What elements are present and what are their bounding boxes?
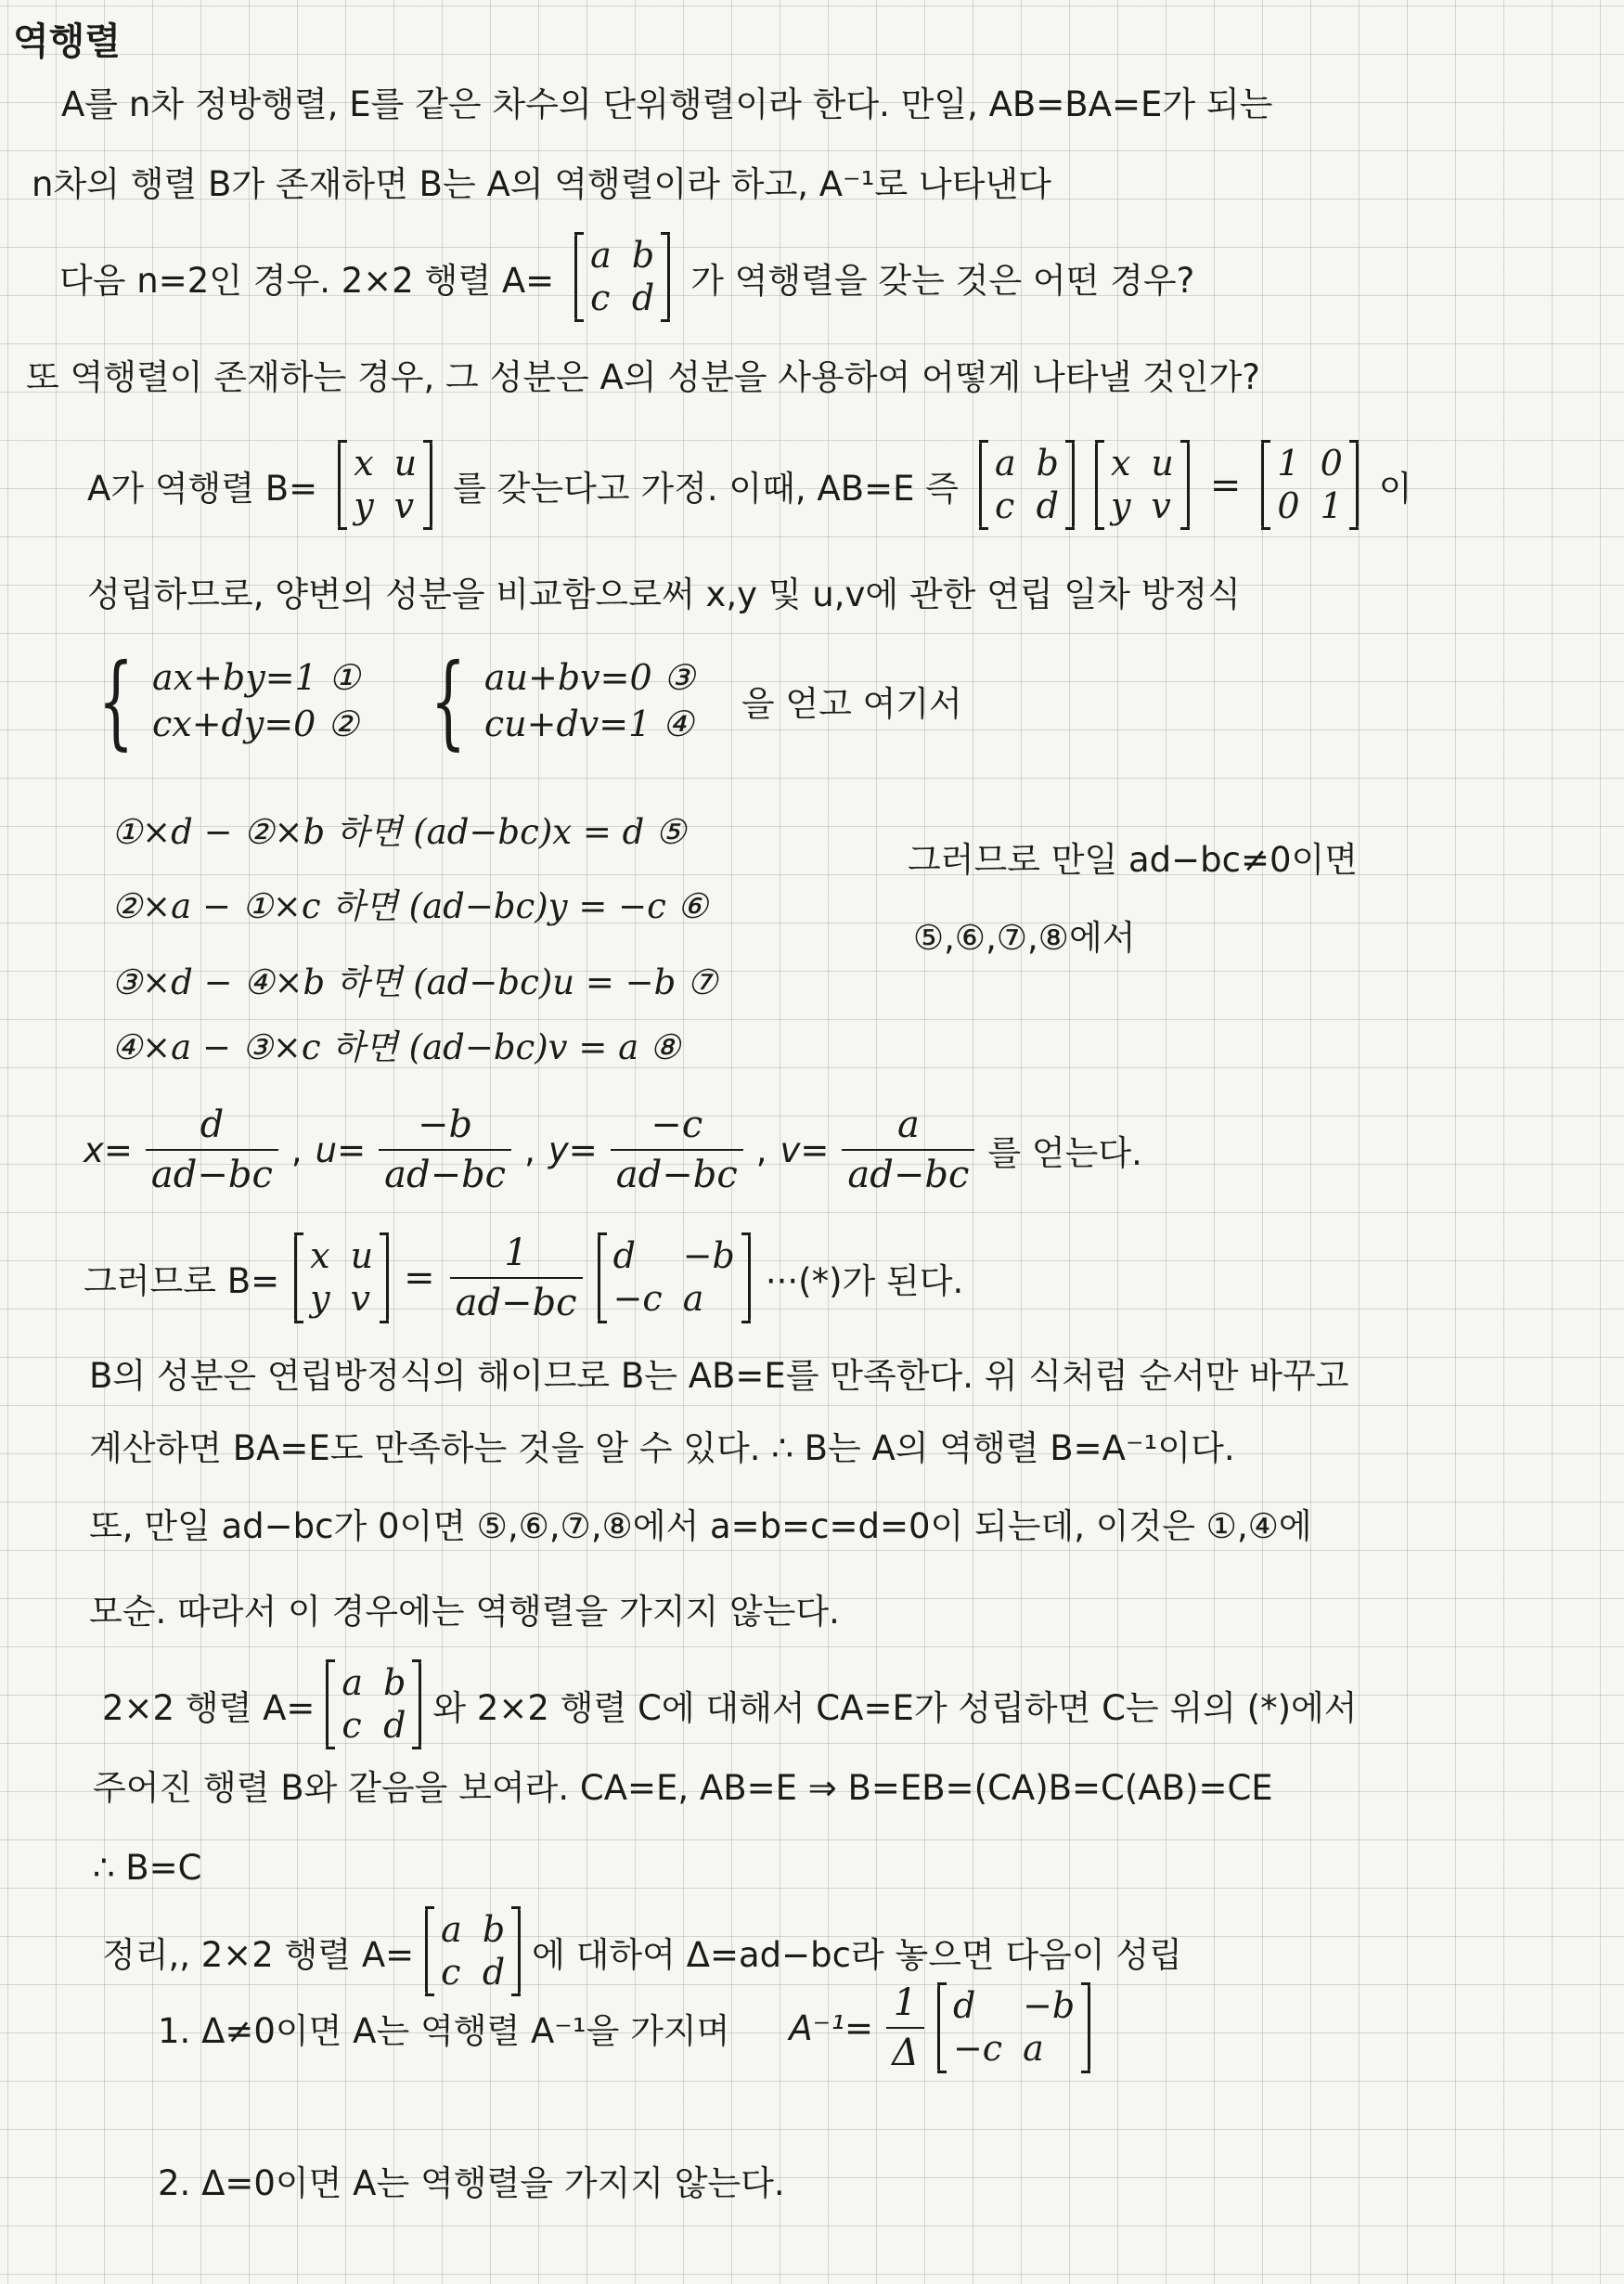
- matrix-b-cell: v: [393, 484, 415, 526]
- adjugate-cell: d: [612, 1235, 636, 1277]
- step-3: ③×d − ④×b 하면 (ad−bc)u = −b ⑦: [111, 962, 718, 1002]
- matrix-a-cell: b: [1036, 443, 1059, 484]
- x-lhs: x=: [84, 1129, 133, 1170]
- denominator: Δ: [886, 2027, 924, 2073]
- matrix-a: [574, 234, 670, 320]
- matrix-e: [1261, 442, 1358, 528]
- separator: ,: [755, 1129, 767, 1170]
- c-part: [102, 1661, 1358, 1748]
- matrix-e-cell: 0: [1277, 484, 1300, 526]
- adjugate-cell: −c: [612, 1278, 663, 1319]
- matrix-a-cell: d: [482, 1951, 506, 1993]
- para-line-2: 계산하면 BA=E도 만족하는 것을 알 수 있다. ∴ B는 A의 역행렬 B=A⁻¹이다.: [89, 1428, 1235, 1468]
- adjugate-matrix: [598, 1234, 751, 1321]
- c-part-line-3: ∴ B=C: [93, 1848, 202, 1888]
- system-after: 을 얻고 여기서: [741, 684, 962, 724]
- c-part-post: 와 2×2 행렬 C에 대해서 CA=E가 성립하면 C는 위의 (*)에서: [432, 1687, 1358, 1728]
- c-part-line-2: 주어진 행렬 B와 같음을 보여라. CA=E, AB=E ⇒ B=EB=(CA)B=C(AB)=CE: [93, 1768, 1273, 1808]
- equation-3: au+bv=0 ③: [483, 657, 695, 698]
- assumption-mid: 를 갖는다고 가정. 이때, AB=E 즉: [453, 468, 959, 509]
- compare-line: 성립하므로, 양변의 성분을 비교함으로써 x,y 및 u,v에 관한 연립 일차 방정식: [87, 574, 1241, 614]
- result-post: ···(*)가 된다.: [765, 1261, 964, 1301]
- matrix-a-cell: c: [994, 484, 1015, 526]
- result-b: [84, 1232, 963, 1323]
- numerator: a: [896, 1103, 920, 1146]
- theorem-post: 에 대하여 Δ=ad−bc라 놓으면 다음이 성립: [532, 1934, 1182, 1975]
- fraction-v: [842, 1104, 974, 1195]
- assumption: [87, 442, 1412, 528]
- inverse-cell: −c: [952, 2028, 1003, 2069]
- step-2: ②×a − ①×c 하면 (ad−bc)y = −c ⑥: [111, 886, 708, 926]
- theorem-pre: 정리,, 2×2 행렬 A=: [102, 1934, 415, 1975]
- equals-sign: =: [1209, 463, 1242, 507]
- fraction-delta: [886, 1982, 924, 2073]
- assumption-pre: A가 역행렬 B=: [87, 468, 318, 509]
- matrix-a-cell: b: [383, 1662, 406, 1703]
- matrix-b-cell: x: [310, 1235, 330, 1277]
- adjugate-cell: −b: [682, 1235, 735, 1277]
- question-2: 또 역행렬이 존재하는 경우, 그 성분은 A의 성분을 사용하여 어떻게 나타낼 것인가?: [26, 357, 1260, 397]
- matrix-a: [326, 1661, 421, 1748]
- u-lhs: u=: [315, 1129, 367, 1170]
- matrix-b-cell: u: [350, 1235, 374, 1277]
- para-line-3: 또, 만일 ad−bc가 0이면 ⑤,⑥,⑦,⑧에서 a=b=c=d=0이 되는데, 이것은 ①,④에: [89, 1506, 1312, 1546]
- result-pre: 그러므로 B=: [84, 1261, 280, 1301]
- assumption-post: 이: [1378, 468, 1412, 509]
- matrix-a-cell: a: [342, 1662, 364, 1703]
- numerator: d: [200, 1103, 225, 1146]
- intro-line-1: A를 n차 정방행렬, E를 같은 차수의 단위행렬이라 한다. 만일, AB=BA=E가 되는: [61, 84, 1273, 124]
- numerator: −c: [651, 1103, 703, 1146]
- matrix-b-cell: x: [1110, 443, 1131, 484]
- equals-sign: =: [404, 1257, 435, 1299]
- question-1-after: 가 역행렬을 갖는 것은 어떤 경우?: [690, 260, 1195, 301]
- page-title: 역행렬: [13, 20, 121, 63]
- fraction-x: [146, 1104, 278, 1195]
- separator: ,: [524, 1129, 535, 1170]
- denominator: ad−bc: [146, 1149, 278, 1195]
- matrix-a-cell: c: [590, 277, 611, 318]
- matrix-a-cell: a: [590, 235, 612, 276]
- matrix-a-cell: d: [1036, 484, 1059, 526]
- matrix-b-cell: x: [354, 443, 374, 484]
- question-1-text: 다음 n=2인 경우. 2×2 행렬 A=: [59, 260, 555, 301]
- matrix-a-cell: d: [631, 277, 655, 318]
- equation-system: [84, 641, 962, 760]
- matrix-b-cell: v: [1151, 484, 1171, 526]
- equation-1: ax+by=1 ①: [152, 657, 360, 698]
- inverse-matrix: [937, 1984, 1090, 2071]
- denominator: ad−bc: [450, 1277, 583, 1323]
- question-1: [59, 234, 1194, 320]
- matrix-b: [1095, 442, 1190, 528]
- left-brace: {: [430, 641, 467, 760]
- para-line-1: B의 성분은 연립방정식의 해이므로 B는 AB=E를 만족한다. 위 식처럼 순서만 바꾸고: [89, 1356, 1349, 1396]
- matrix-b-cell: y: [1110, 484, 1131, 526]
- matrix-b: [294, 1234, 389, 1321]
- matrix-e-cell: 0: [1320, 443, 1343, 484]
- matrix-a-cell: b: [482, 1909, 506, 1950]
- matrix-b-cell: y: [354, 484, 374, 526]
- left-brace: {: [97, 641, 135, 760]
- inverse-cell: d: [952, 1985, 976, 2027]
- step-4: ④×a − ③×c 하면 (ad−bc)v = a ⑧: [111, 1027, 681, 1067]
- matrix-a: [979, 442, 1075, 528]
- matrix-b: [338, 442, 432, 528]
- theorem-item-1-text: 1. Δ≠0이면 A는 역행렬 A⁻¹을 가지며: [158, 2011, 730, 2051]
- matrix-a-cell: d: [383, 1704, 406, 1746]
- matrix-a-cell: a: [994, 443, 1016, 484]
- solutions-after: 를 얻는다.: [987, 1133, 1142, 1173]
- matrix-a-cell: c: [441, 1951, 461, 1993]
- numerator: 1: [504, 1232, 528, 1274]
- numerator: −b: [418, 1103, 473, 1146]
- equation-4: cu+dv=1 ④: [483, 703, 694, 744]
- denominator: ad−bc: [611, 1149, 743, 1195]
- c-part-pre: 2×2 행렬 A=: [102, 1687, 316, 1728]
- fraction-u: [379, 1104, 511, 1195]
- fraction-y: [611, 1104, 743, 1195]
- para-line-4: 모순. 따라서 이 경우에는 역행렬을 가지지 않는다.: [89, 1592, 840, 1632]
- intro-line-2: n차의 행렬 B가 존재하면 B는 A의 역행렬이라 하고, A⁻¹로 나타낸다: [32, 164, 1051, 204]
- matrix-e-cell: 1: [1320, 484, 1343, 526]
- denominator: ad−bc: [379, 1149, 511, 1195]
- separator: ,: [290, 1129, 303, 1170]
- matrix-b-cell: y: [310, 1278, 330, 1319]
- inverse-lhs: A⁻¹=: [789, 2007, 874, 2048]
- denominator: ad−bc: [842, 1149, 974, 1195]
- solutions: [84, 1104, 1142, 1195]
- step-1: ①×d − ②×b 하면 (ad−bc)x = d ⑤: [111, 812, 687, 852]
- v-lhs: v=: [780, 1129, 830, 1170]
- matrix-a-cell: a: [441, 1909, 462, 1950]
- side-note-1: 그러므로 만일 ad−bc≠0이면: [908, 840, 1358, 880]
- theorem-item-1: [158, 1982, 1090, 2073]
- adjugate-cell: a: [682, 1278, 704, 1319]
- theorem-item-2: 2. Δ=0이면 A는 역행렬을 가지지 않는다.: [158, 2163, 785, 2203]
- matrix-e-cell: 1: [1277, 443, 1300, 484]
- matrix-b-cell: v: [350, 1278, 371, 1319]
- matrix-b-cell: u: [393, 443, 418, 484]
- matrix-a-cell: c: [342, 1704, 362, 1746]
- side-note-2: ⑤,⑥,⑦,⑧에서: [913, 918, 1136, 958]
- equation-2: cx+dy=0 ②: [152, 703, 359, 744]
- fraction-determinant: [450, 1232, 583, 1323]
- system-uv: [484, 657, 695, 744]
- y-lhs: y=: [548, 1129, 598, 1170]
- numerator: 1: [893, 1981, 918, 2024]
- matrix-a-cell: b: [631, 235, 655, 276]
- system-xy: [152, 657, 360, 744]
- inverse-cell: a: [1023, 2028, 1044, 2069]
- matrix-b-cell: u: [1151, 443, 1174, 484]
- inverse-cell: −b: [1023, 1985, 1076, 2027]
